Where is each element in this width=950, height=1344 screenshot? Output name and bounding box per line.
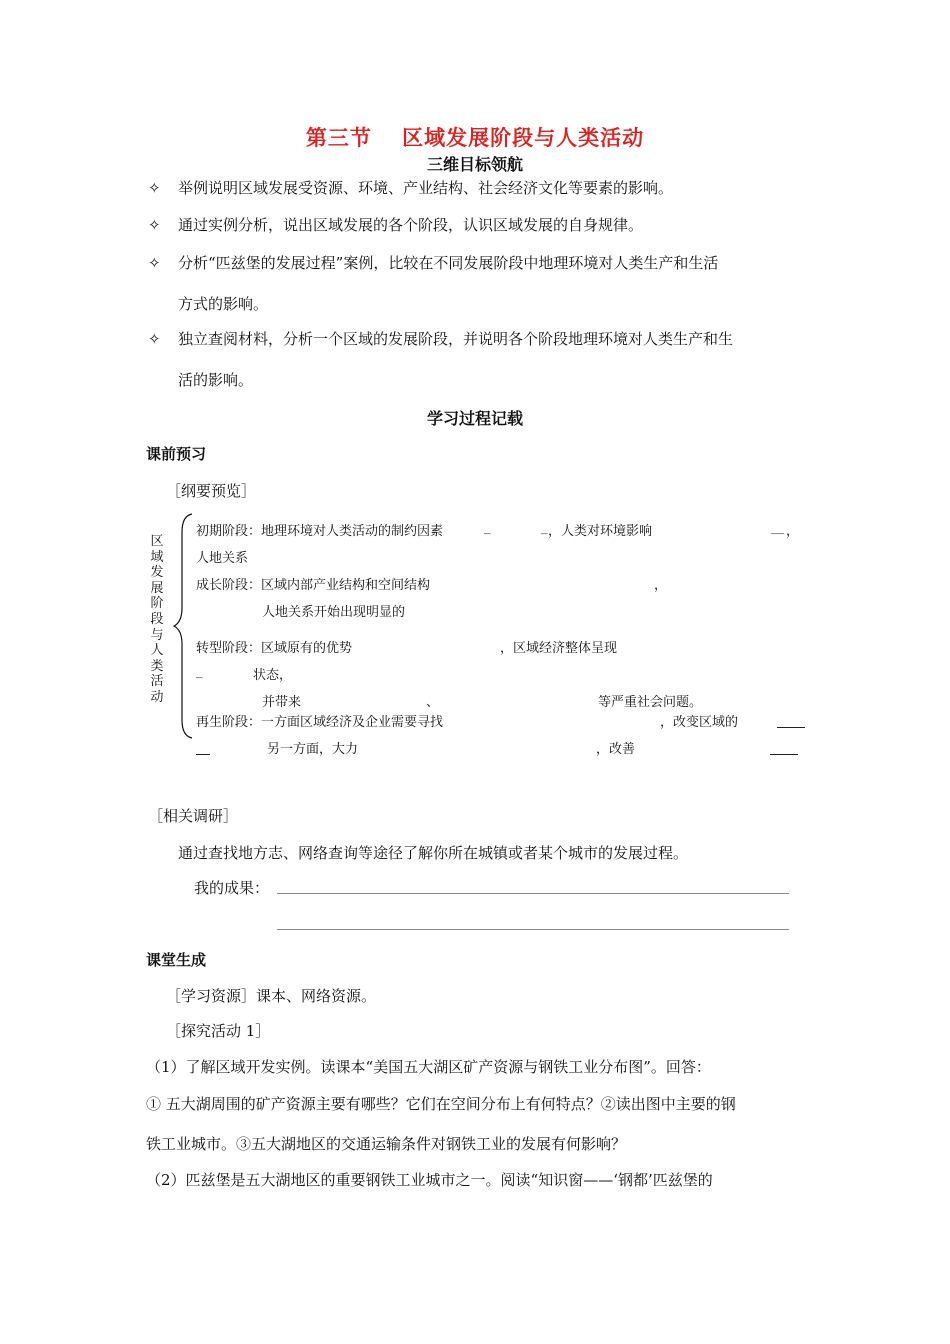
- result-field-1[interactable]: [277, 893, 789, 894]
- result-field-2[interactable]: [277, 929, 789, 930]
- bullet-icon: ✧: [148, 330, 161, 348]
- question-1-b: 铁工业城市。③五大湖地区的交通运输条件对钢铁工业的发展有何影响？: [146, 1135, 627, 1153]
- page-title: 第三节 区域发展阶段与人类活动: [305, 126, 645, 150]
- objective-4: ✧ 独立查阅材料，分析一个区域的发展阶段，并说明各个阶段地理环境对人类生产和生: [148, 330, 734, 348]
- stage-transition-problems: 等严重社会问题。: [598, 695, 703, 710]
- stage-initial-impact: ，人类对环境影响: [548, 524, 653, 539]
- stage-regeneration-improve: ，改善: [596, 742, 636, 757]
- stage-transition-bring: 并带来: [262, 695, 302, 710]
- objective-4-cont: 活的影响。: [178, 371, 254, 389]
- classroom-heading: 课堂生成: [146, 951, 207, 969]
- blank-marker: __: [771, 520, 784, 535]
- bullet-icon: ✧: [148, 179, 161, 197]
- stage-transition-state: 状态，: [253, 668, 293, 683]
- stage-initial: 初期阶段：地理环境对人类活动的制约因素: [196, 524, 444, 539]
- stage-regeneration: 再生阶段：一方面区域经济及企业需要寻找: [196, 715, 444, 730]
- bullet-icon: ✧: [148, 254, 161, 272]
- question-1: （1）了解区域开发实例。读课本“美国五大湖区矿产资源与钢铁工业分布图”。回答：: [146, 1058, 711, 1076]
- objective-3: ✧ 分析“匹兹堡的发展过程”案例，比较在不同发展阶段中地理环境对人类生产和生活: [148, 254, 719, 272]
- bullet-icon: ✧: [148, 216, 161, 234]
- outline-label: ［纲要预览］: [166, 482, 257, 500]
- stage-transition-economy: ，区域经济整体呈现: [500, 641, 618, 656]
- objectives-heading: 三维目标领航: [426, 155, 523, 174]
- objective-3-cont: 方式的影响。: [178, 295, 269, 313]
- blank-marker: _: [484, 520, 491, 535]
- question-1-a: ① 五大湖周围的矿产资源主要有哪些？它们在空间分布上有何特点？②读出图中主要的钢: [146, 1095, 736, 1113]
- blank-marker: _: [541, 520, 548, 535]
- activity-label: ［探究活动 1］: [166, 1022, 271, 1040]
- section-title: 学习过程记载: [426, 409, 523, 428]
- stage-regeneration-other: 另一方面，大力: [267, 742, 359, 757]
- stage-growth-comma: ，: [654, 578, 668, 593]
- objective-1: ✧ 举例说明区域发展受资源、环境、产业结构、社会经济文化等要素的影响。: [148, 179, 674, 197]
- stage-regeneration-change: ，改变区域的: [660, 715, 739, 730]
- stage-transition: 转型阶段：区域原有的优势: [196, 641, 353, 656]
- answer-blank[interactable]: [777, 727, 805, 728]
- blank-marker: _: [196, 664, 203, 679]
- resources-text: ［学习资源］课本、网络资源。: [166, 987, 377, 1005]
- research-label: ［相关调研］: [148, 807, 239, 825]
- result-label: 我的成果：: [194, 879, 270, 897]
- stage-growth: 成长阶段：区域内部产业结构和空间结构: [196, 578, 431, 593]
- objective-2: ✧ 通过实例分析，说出区域发展的各个阶段，认识区域发展的自身规律。: [148, 216, 644, 234]
- research-text: 通过查找地方志、网络查询等途径了解你所在城镇或者某个城市的发展过程。: [178, 844, 689, 862]
- answer-blank[interactable]: [770, 754, 798, 755]
- stage-initial-comma: ，: [786, 524, 800, 539]
- vertical-label: 区域发展阶段与人类活动: [150, 534, 164, 705]
- stage-transition-sep: 、: [426, 695, 440, 710]
- stage-initial-relation: 人地关系: [196, 551, 249, 566]
- brace-icon: [170, 512, 196, 740]
- answer-blank[interactable]: [196, 754, 210, 755]
- question-2: （2）匹兹堡是五大湖地区的重要钢铁工业城市之一。阅读“知识窗——‘钢都’匹兹堡的: [146, 1171, 713, 1189]
- preview-heading: 课前预习: [146, 445, 207, 463]
- stage-growth-relation: 人地关系开始出现明显的: [262, 605, 406, 620]
